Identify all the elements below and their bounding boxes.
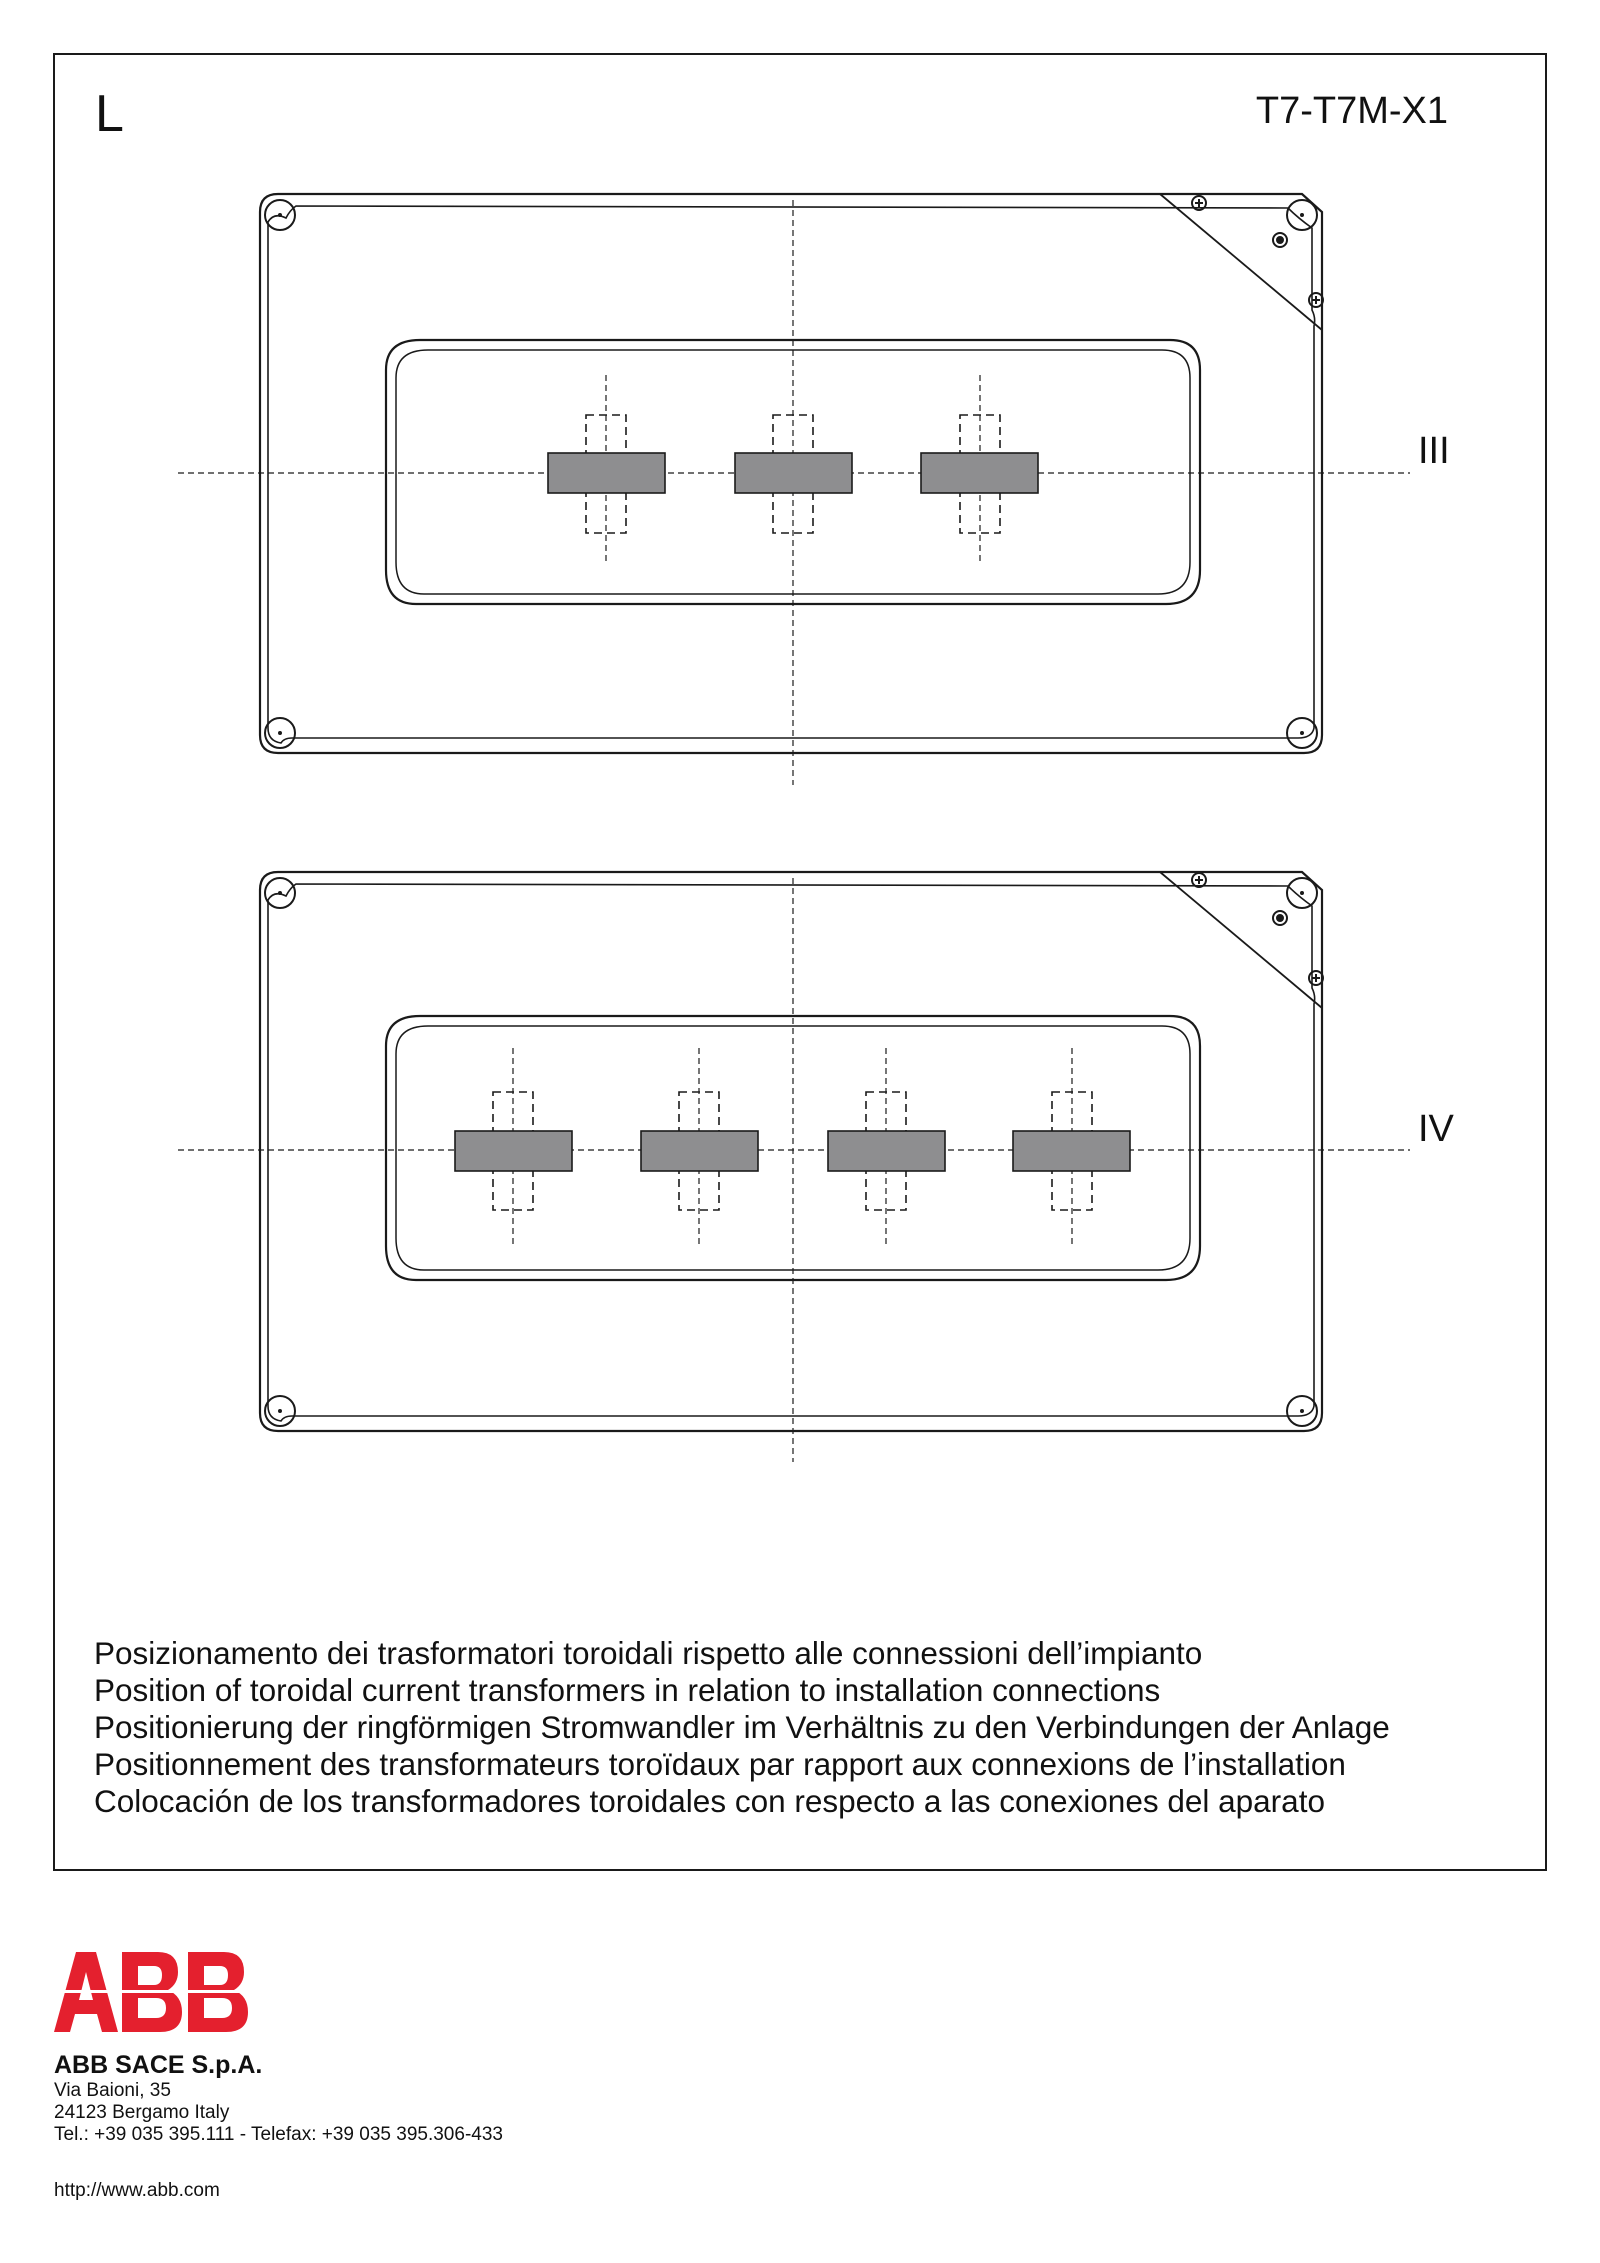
transformer-iii-2 xyxy=(735,453,852,493)
caption-en: Position of toroidal current transformers in relation to installation connections xyxy=(94,1672,1161,1708)
view-iv-drawing xyxy=(178,872,1410,1462)
sheet-letter: L xyxy=(95,85,124,143)
website-link[interactable]: http://www.abb.com xyxy=(54,2180,220,2201)
caption-fr: Positionnement des transformateurs toroïdaux par rapport aux connexions de l’installation xyxy=(94,1746,1346,1782)
phone-fax: Tel.: +39 035 395.111 - Telefax: +39 035 395.306-433 xyxy=(54,2124,503,2145)
transformer-iii-3 xyxy=(921,453,1038,493)
address-street: Via Baioni, 35 xyxy=(54,2080,171,2101)
caption-es: Colocación de los transformadores toroidales con respecto a las conexiones del aparato xyxy=(94,1783,1325,1819)
caption-de: Positionierung der ringförmigen Stromwandler im Verhältnis zu den Verbindungen der Anlage xyxy=(94,1709,1390,1745)
transformer-iv-2 xyxy=(641,1131,758,1171)
company-block xyxy=(54,2050,503,2146)
transformer-iv-4 xyxy=(1013,1131,1130,1171)
abb-logo xyxy=(54,1952,250,2032)
view-iii-drawing xyxy=(178,194,1410,785)
transformer-iv-3 xyxy=(828,1131,945,1171)
company-name: ABB SACE S.p.A. xyxy=(54,2051,263,2079)
caption-it: Posizionamento dei trasformatori toroidali rispetto alle connessioni dell’impianto xyxy=(94,1635,1203,1671)
view-label-iii: III xyxy=(1418,430,1450,472)
address-city: 24123 Bergamo Italy xyxy=(54,2102,230,2123)
caption-block xyxy=(94,1635,1390,1820)
transformer-iv-1 xyxy=(455,1131,572,1171)
view-label-iv: IV xyxy=(1418,1108,1454,1150)
transformer-iii-1 xyxy=(548,453,665,493)
model-code: T7-T7M-X1 xyxy=(1255,90,1448,132)
